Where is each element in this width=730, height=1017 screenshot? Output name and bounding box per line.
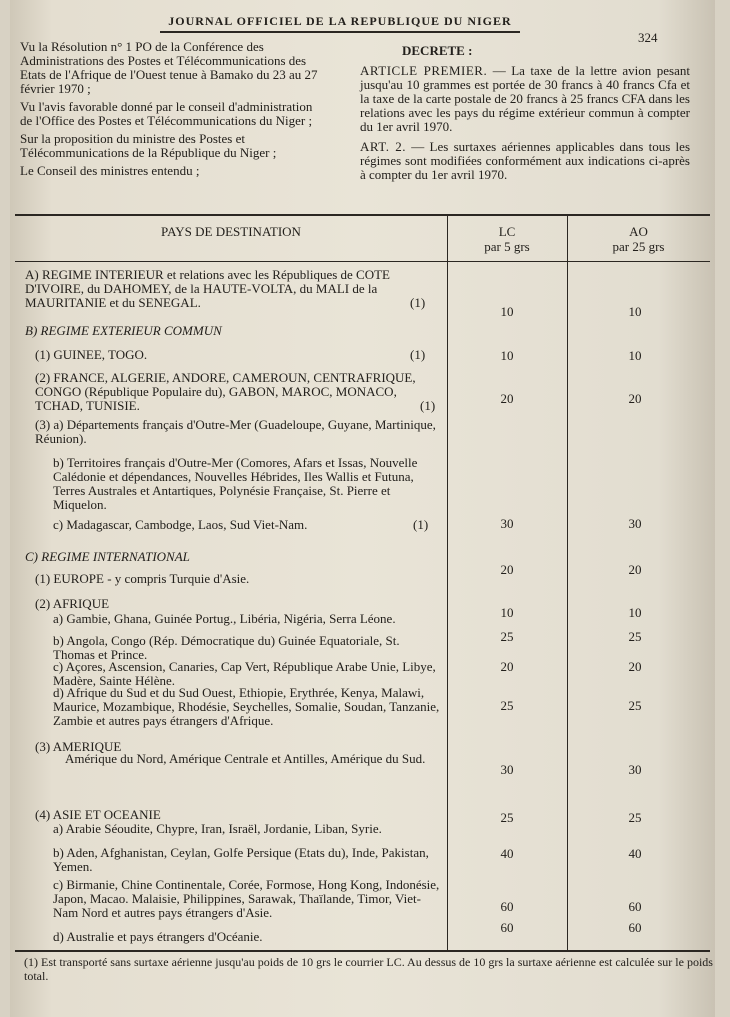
destination-text: a) Gambie, Ghana, Guinée Portug., Libéria, Nigéria, Serra Léone. [53, 611, 396, 626]
lc-rate: 20 [500, 659, 514, 674]
article-2-heading: ART. 2. [360, 139, 407, 154]
ao-rate: 25 [628, 629, 642, 644]
ao-rate: 10 [628, 348, 642, 363]
ao-rate: 60 [628, 899, 642, 914]
ao-rate: 30 [628, 762, 642, 777]
lc-rate: 25 [500, 810, 514, 825]
lc-rate: 25 [500, 698, 514, 713]
lc-rate: 20 [500, 562, 514, 577]
ao-rate: 60 [628, 920, 642, 935]
lc-rate: 40 [500, 846, 514, 861]
ao-rate: 25 [628, 810, 642, 825]
destination-text: a) Arabie Séoudite, Chypre, Iran, Israël, Jordanie, Liban, Syrie. [53, 821, 382, 836]
destination-text: b) Territoires français d'Outre-Mer (Comores, Afars et Issas, Nouvelle Calédonie et dépendances, Nouvelles Hébrides, Iles Wallis et Futuna, Terres Australes et Antartiques, Polynésie Française, St. Pierre et Miquelon. [53, 455, 418, 512]
decree-title: DECRETE : [402, 43, 473, 58]
destination-text: (1) EUROPE - y compris Turquie d'Asie. [35, 571, 250, 586]
lc-rate: 10 [500, 304, 514, 319]
lc-rate: 20 [500, 391, 514, 406]
article-2 [360, 140, 690, 182]
article-1-heading: ARTICLE PREMIER. [360, 63, 488, 78]
article-1 [360, 64, 690, 134]
destination-text: (2) AFRIQUE [35, 596, 110, 611]
destination-text: d) Afrique du Sud et du Sud Ouest, Ethiopie, Erythrée, Kenya, Malawi, Maurice, Mozambique, Rhodésie, Seychelles, Somalie, Soudan, Tanzanie, Zambie et autres pays étrangers d'Afrique. [53, 685, 440, 728]
journal-header: JOURNAL OFFICIEL DE LA REPUBLIQUE DU NIGER [160, 14, 520, 33]
ao-rate: 30 [628, 516, 642, 531]
article-1-text: — La taxe de la lettre avion pesant jusqu'au 10 grammes est portée de 30 francs à 40 francs Cfa et la taxe de la carte postale de 20 francs à 25 francs CFA dans les relations avec les pays du régime extérieur commun à compter du 1er avril 1970. [360, 63, 691, 134]
ao-rate: 25 [628, 698, 642, 713]
destination-text: c) Açores, Ascension, Canaries, Cap Vert, République Arabe Unie, Libye, Madère, Sainte Hélène. [53, 659, 436, 688]
lc-rate: 30 [500, 516, 514, 531]
column-header-lc [447, 224, 567, 254]
column-header-country: PAYS DE DESTINATION [161, 224, 301, 239]
destination-text: C) REGIME INTERNATIONAL [25, 549, 190, 564]
destination-text: c) Birmanie, Chine Continentale, Corée, Formose, Hong Kong, Indonésie, Japon, Macao. Malaisie, Philippines, Sarawak, Thaïlande, Timor, Viet-Nam Nord et autres pays étrangers d'Asie. [53, 877, 440, 920]
destination-text: d) Australie et pays étrangers d'Océanie. [53, 929, 263, 944]
column-header-lc-title: LC [498, 224, 516, 239]
lc-rate: 10 [500, 605, 514, 620]
rates-table: PAYS DE DESTINATION LC par 5 grs AO par 25 grs A) REGIME INTERIEUR et relations avec les Républiques de COTE D'IVOIRE, du DAHOMEY, de la HAUTE-VOLTA, du MALI de la MAURITANIE et du SENEGAL. (1) 10 10 B) REGIME EXTERIEUR COMMUN (1) GUINEE, TOGO. (1) 10 10 (2) FRANCE, ALGERIE, ANDORE, CAMEROUN, CENTRAFRIQUE, CONGO (République Populaire du), GABON, MAROC, MONACO, TCHAD, TUNISIE. (1) 20 20 (3) a) Départements français d'Outre-Mer (Guadeloupe, Guyane, Martinique, Réunion). b) Territoires français d'Outre-Mer (Comores, Afars et Issas, Nouvelle Calédonie et dépendances, Nouvelles Hébrides, Iles Wallis et Futuna, Terres Australes et Antartiques, Polynésie Française, St. Pierre et Miquelon. c) Madagascar, Cambodge, Laos, Sud Viet-Nam. (1) 30 30 C) REGIME INTERNATIONAL (1) EUROPE - y compris Turquie d'Asie. 20 20 (2) AFRIQUE a) Gambie, Ghana, Guinée Portug., Libéria, Nigéria, Serra Léone. 10 10 b) Angola, Congo (Rép. Démocratique du) Guinée Equatoriale, St. Thomas et Prince. 25 25 c) Açores, Ascension, Canaries, Cap Vert, République Arabe Unie, Libye, Madère, Sainte Hélène. 20 20 d) Afrique du Sud et du Sud Ouest, Ethiopie, Erythrée, Kenya, Malawi, Maurice, Mozambique, Rhodésie, Seychelles, Somalie, Soudan, Tanzanie, Zambie et autres pays étrangers d'Afrique. 25 25 (3) AMERIQUE Amérique du Nord, Amérique Centrale et Antilles, Amérique du Sud. 30 30 (4) ASIE ET OCEANIE 25 25 a) Arabie Séoudite, Chypre, Iran, Israël, Jordanie, Liban, Syrie. b) Aden, Afghanistan, Ceylan, Golfe Persique (Etats du), Inde, Pakistan, Yemen. 40 40 c) Birmanie, Chine Continentale, Corée, Formose, Hong Kong, Indonésie, Japon, Macao. Malaisie, Philippines, Sarawak, Thaïlande, Timor, Viet-Nam Nord et autres pays étrangers d'Asie. 60 60 d) Australie et pays étrangers d'Océanie. 60 60 [15, 214, 710, 952]
table-header-rule [15, 261, 710, 262]
column-divider [567, 216, 568, 950]
ao-rate: 20 [628, 391, 642, 406]
ao-rate: 20 [628, 562, 642, 577]
destination-text: (1) GUINEE, TOGO. [35, 347, 148, 362]
destination-text: (2) FRANCE, ALGERIE, ANDORE, CAMEROUN, CENTRAFRIQUE, CONGO (République Populaire du), GABON, MAROC, MONACO, TCHAD, TUNISIE. [35, 370, 416, 413]
footnote: (1) Est transporté sans surtaxe aérienne jusqu'au poids de 10 grs le courrier LC. Au dessus de 10 grs la surtaxe aérienne est calculée sur le poids total. [24, 955, 713, 983]
destination-text: c) Madagascar, Cambodge, Laos, Sud Viet-Nam. [53, 517, 308, 532]
ao-rate: 10 [628, 605, 642, 620]
column-header-lc-sub: par 5 grs [484, 239, 530, 254]
ao-rate: 40 [628, 846, 642, 861]
preamble-paragraph: Vu l'avis favorable donné par le conseil d'administration de l'Office des Postes et Télécommunications du Niger ; [20, 99, 313, 128]
preamble-paragraph: Sur la proposition du ministre des Postes et Télécommunications de la République du Niger ; [20, 131, 277, 160]
destination-text: (3) a) Départements français d'Outre-Mer (Guadeloupe, Guyane, Martinique, Réunion). [35, 417, 436, 446]
destination-text: b) Angola, Congo (Rép. Démocratique du) Guinée Equatoriale, St. Thomas et Prince. [53, 633, 400, 662]
destination-text: (3) AMERIQUE [35, 739, 122, 754]
page-number: 324 [638, 30, 658, 45]
journal-page [10, 0, 715, 1017]
preamble [20, 40, 320, 182]
column-header-ao [567, 224, 710, 254]
lc-rate: 60 [500, 920, 514, 935]
destination-text: Amérique du Nord, Amérique Centrale et Antilles, Amérique du Sud. [65, 751, 426, 766]
column-header-ao-sub: par 25 grs [612, 239, 665, 254]
lc-rate: 25 [500, 629, 514, 644]
destination-text: B) REGIME EXTERIEUR COMMUN [25, 323, 222, 338]
destination-text: A) REGIME INTERIEUR et relations avec les Républiques de COTE D'IVOIRE, du DAHOMEY, de la HAUTE-VOLTA, du MALI de la MAURITANIE et du SENEGAL. [25, 267, 390, 310]
preamble-paragraph: Vu la Résolution n° 1 PO de la Conférence des Administrations des Postes et Télécommunications des Etats de l'Afrique de l'Ouest tenue à Bamako du 23 au 27 février 1970 ; [20, 39, 318, 96]
ao-rate: 20 [628, 659, 642, 674]
lc-rate: 60 [500, 899, 514, 914]
preamble-paragraph: Le Conseil des ministres entendu ; [20, 163, 200, 178]
lc-rate: 10 [500, 348, 514, 363]
destination-text: b) Aden, Afghanistan, Ceylan, Golfe Persique (Etats du), Inde, Pakistan, Yemen. [53, 845, 429, 874]
article-2-text: — Les surtaxes aériennes applicables dans tous les régimes sont modifiées conformément aux indications ci-après à compter du 1er avril 1970. [360, 139, 690, 182]
decree-block [360, 44, 690, 188]
ao-rate: 10 [628, 304, 642, 319]
column-header-ao-title: AO [629, 224, 648, 239]
lc-rate: 30 [500, 762, 514, 777]
column-divider [447, 216, 448, 950]
destination-text: (4) ASIE ET OCEANIE [35, 807, 161, 822]
